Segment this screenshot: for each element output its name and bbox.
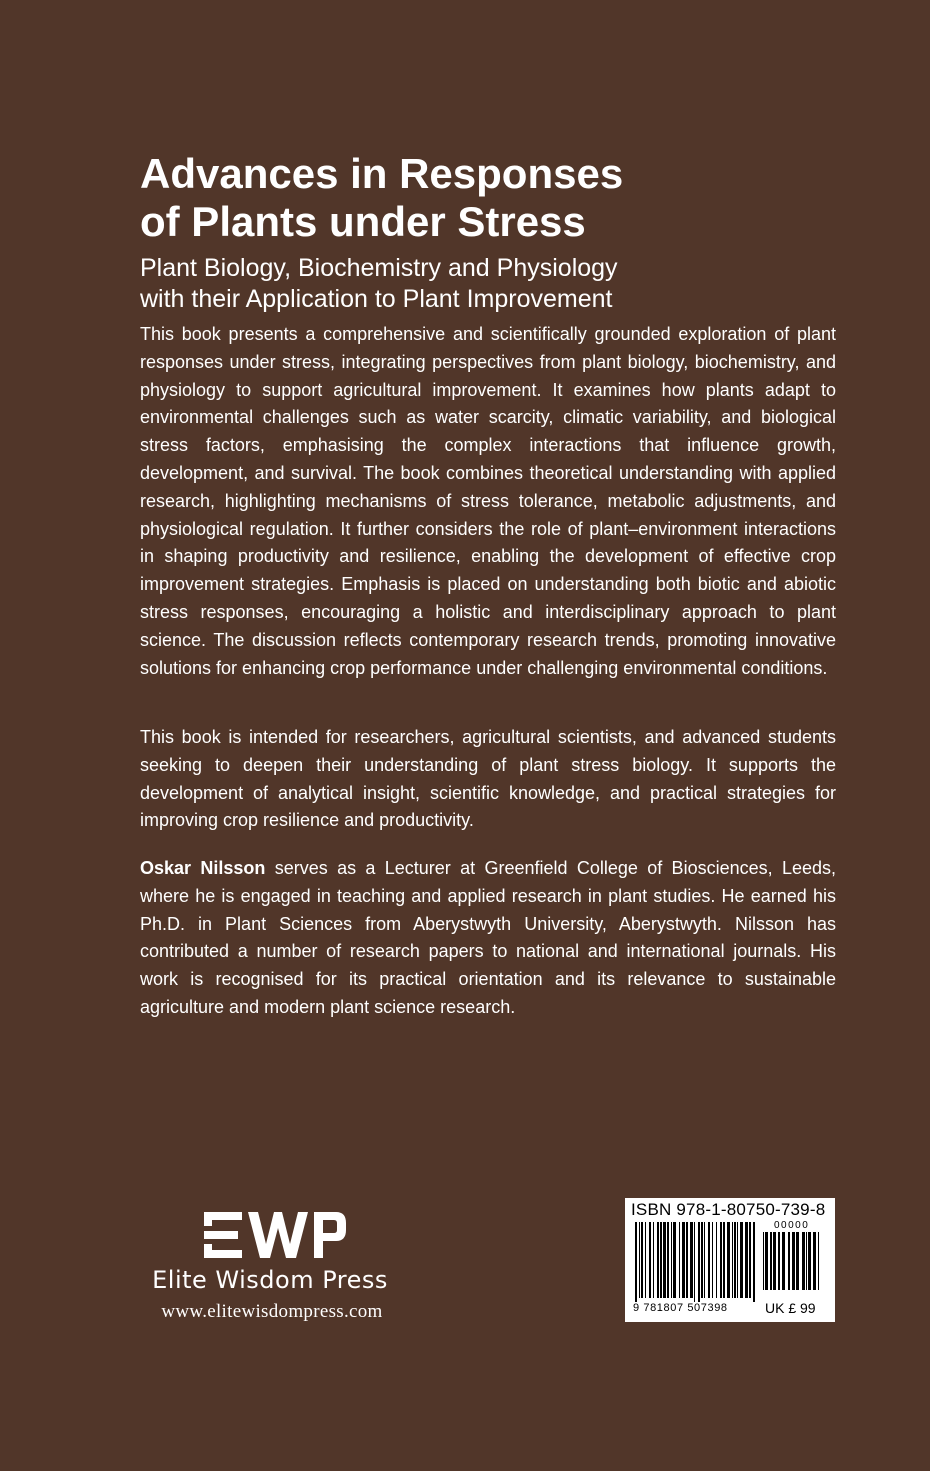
barcode-bar (657, 1222, 659, 1298)
author-name: Oskar Nilsson (140, 858, 266, 878)
barcode-bar (694, 1222, 695, 1302)
barcode-bar (727, 1222, 730, 1298)
barcode-bar (740, 1222, 743, 1298)
barcode-bar (808, 1232, 811, 1290)
barcode-bar (704, 1222, 705, 1298)
publisher-logo (140, 1212, 410, 1258)
barcode-bar (667, 1222, 669, 1298)
barcode-bar (673, 1222, 676, 1298)
barcode-bar (806, 1232, 807, 1290)
barcode-bar (645, 1222, 646, 1298)
description-paragraph-2: This book is intended for researchers, agricultural scientists, and advanced students seeking to deepen their understanding of plant stress biology. It supports the development of analytical insight, scientific knowledge, and practical strategies for improving crop resilience and productivity. (140, 727, 836, 831)
barcode-bar (663, 1222, 666, 1298)
barcode-bar (701, 1222, 703, 1298)
ewp-logo-icon (204, 1212, 346, 1258)
barcode-bar (765, 1232, 768, 1290)
barcode-bar (788, 1232, 790, 1290)
barcode-bar (698, 1222, 700, 1302)
description-paragraph-1: This book presents a comprehensive and scientifically grounded exploration of plant responses under stress, integrating perspectives from plant biology, biochemistry, and physiology to support agricultural improvement. It examines how plants adapt to environmental challenges such as water scarcity, climatic variability, and biological stress factors, emphasising the complex interactions that influence growth, development, and survival. The book combines theoretical understanding with applied research, highlighting mechanisms of stress tolerance, metabolic adjustments, and physiological regulation. It further considers the role of plant–environment interactions in shaping productivity and resilience, enabling the development of effective crop improvement strategies. Emphasis is placed on understanding both biotic and abiotic stress responses, encouraging a holistic and interdisciplinary approach to plant science. The discussion reflects contemporary research trends, promoting innovative solutions for enhancing crop performance under challenging environmental conditions. (140, 324, 836, 678)
author-bio-text: serves as a Lecturer at Greenfield College of Biosciences, Leeds, where he is engaged in teaching and applied research in plant studies. He earned his Ph.D. in Plant Sciences from Aberystwyth University, Aberystwyth. Nilsson has contributed a number of research papers to national and international journals. His work is recognised for its practical orientation and its relevance to sustainable agriculture and modern plant science research. (140, 858, 836, 1017)
barcode-bar (770, 1232, 772, 1290)
barcode-bar (649, 1222, 651, 1298)
barcode-bar (686, 1222, 688, 1298)
addon-barcode-bars (763, 1232, 823, 1298)
book-subtitle (140, 253, 860, 315)
barcode-bar (682, 1222, 685, 1298)
barcode-bar (660, 1222, 662, 1298)
barcode-bar (690, 1222, 693, 1298)
isbn-barcode (625, 1198, 835, 1322)
barcode-bar (778, 1232, 780, 1290)
subtitle-line-2: with their Application to Plant Improvement (140, 285, 613, 313)
barcode-bar (763, 1232, 764, 1290)
barcode-bar (712, 1222, 713, 1298)
barcode-bars (635, 1222, 757, 1302)
addon-digits: 00000 (774, 1220, 810, 1231)
barcode-bar (737, 1222, 738, 1298)
barcode-bar (732, 1222, 733, 1298)
author-bio (140, 855, 836, 1022)
barcode-bar (671, 1222, 672, 1298)
barcode-bar (679, 1222, 680, 1298)
barcode-bar (796, 1232, 799, 1290)
barcode-bar (723, 1222, 725, 1298)
subtitle-line-1: Plant Biology, Biochemistry and Physiology (140, 254, 618, 282)
barcode-bar (641, 1222, 643, 1298)
barcode-bar (818, 1232, 819, 1290)
title-line-1: Advances in Responses (140, 150, 624, 197)
barcode-digits: 9 781807 507398 (633, 1302, 728, 1314)
publisher-url[interactable]: www.elitewisdompress.com (161, 1301, 383, 1322)
barcode-bar (802, 1232, 805, 1290)
barcode-bar (716, 1222, 717, 1298)
barcode-bar (734, 1222, 736, 1298)
barcode-bar (720, 1222, 722, 1298)
barcode-bar (773, 1232, 776, 1290)
barcode-bar (639, 1222, 640, 1298)
barcode-bar (745, 1222, 748, 1298)
barcode-bar (708, 1222, 710, 1298)
barcode-bar (635, 1222, 637, 1302)
publisher-name: Elite Wisdom Press (152, 1266, 388, 1294)
barcode-bar (753, 1222, 755, 1302)
barcode-bar (792, 1232, 795, 1290)
title-line-2: of Plants under Stress (140, 198, 586, 245)
barcode-bar (782, 1232, 785, 1290)
barcode-bar (813, 1232, 816, 1290)
isbn-number: ISBN 978-1-80750-739-8 (631, 1200, 826, 1219)
price: UK £ 99 (765, 1300, 816, 1316)
barcode-bar (653, 1222, 654, 1298)
book-title (140, 150, 860, 246)
barcode-bar (749, 1222, 751, 1298)
